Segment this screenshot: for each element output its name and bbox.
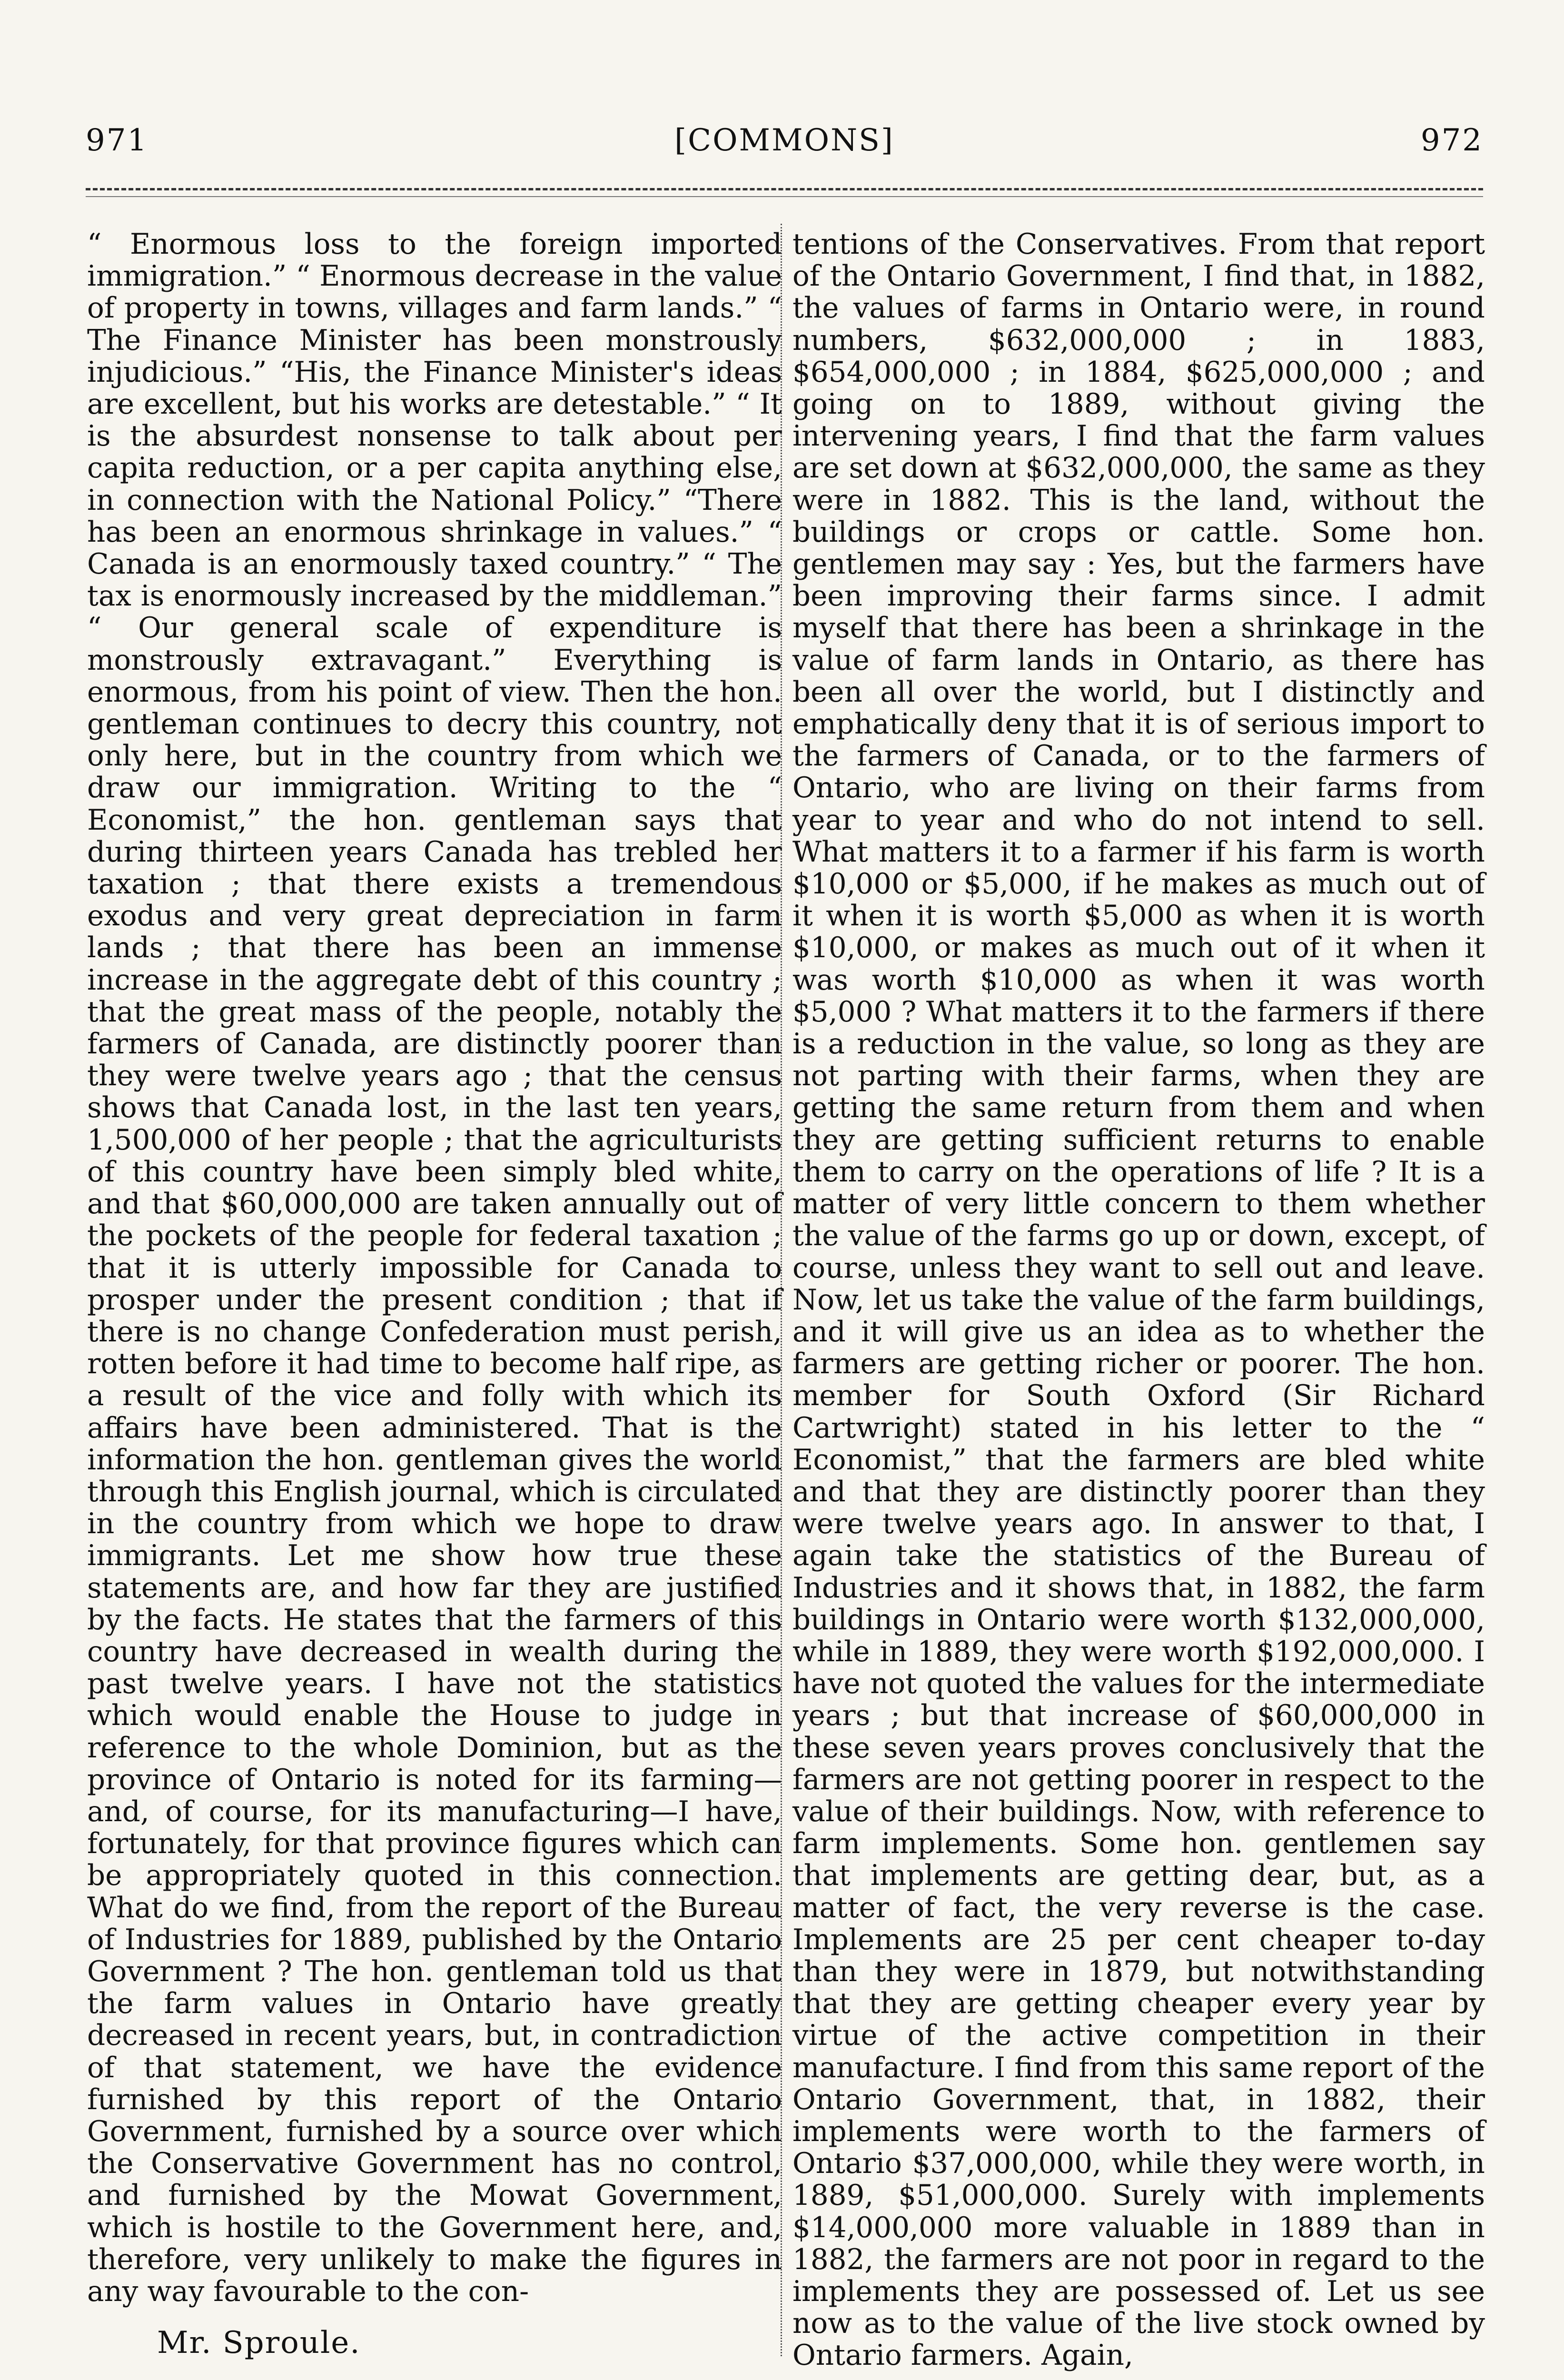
right-column-text: tentions of the Conservatives. From that report of the Ontario Government, I find that, in 1882, the values of farms in Ontario were, in round numbers, $632,000,000 ; in 1883, $654,000,000 ; in 1884, $625,000,000 ; and going on to 1889, without giving the intervening years, I find that the farm values are set down at $632,000,000, the same as they were in 1882. This is the land, without the buildings or crops or cattle. Some hon. gentlemen may say : Yes, but the farmers have been improving their farms since. I admit myself that there has been a shrinkage in the value of farm lands in Ontario, as there has been all over the world, but I distinctly and emphatically deny that it is of serious import to the farmers of Canada, or to the farmers of Ontario, who are living on their farms from year to year and who do not intend to sell. What matters it to a farmer if his farm is worth $10,000 or $5,000, if he makes as much out of it when it is worth $5,000 as when it is worth $10,000, or makes as much out of it when it was worth $10,000 as when it was worth $5,000 ? What matters it to the farmers if there is a reduction in the value, so long as they are not parting with their farms, when they are getting the same return from them and when they are getting sufficient returns to enable them to carry on the operations of life ? It is a matter of very little concern to them whether the value of the farms go up or down, except, of course, unless they want to sell out and leave. Now, let us take the value of the farm buildings, and it will give us an idea as to whether the farmers are getting richer or poorer. The hon. member for South Oxford (Sir Richard Cartwright) stated in his letter to the “ Economist,” that the farmers are bled white and that they are distinctly poorer than they were twelve years ago. In answer to that, I again take the statistics of the Bureau of Industries and it shows that, in 1882, the farm buildings in Ontario were worth $132,000,000, while in 1889, they were worth $192,000,000. I have not quoted the values for the intermediate years ; but that increase of $60,000,000 in these seven years proves conclusively that the farmers are not getting poorer in respect to the value of their buildings. Now, with reference to farm implements. Some hon. gentlemen say that implements are getting dear, but, as a matter of fact, the very reverse is the case. Implements are 25 per cent cheaper to-day than they were in 1879, but notwithstanding that they are getting cheaper every year by virtue of the active competition in their manufacture. I find from this same report of the Ontario Government, that, in 1882, their implements were worth to the farmers of Ontario $37,000,000, while they were worth, in 1889, $51,000,000. Surely with implements $14,000,000 more valuable in 1889 than in 1882, the farmers are not poor in regard to the implements they are possessed of. Let us see now as to the value of the live stock owned by Ontario farmers. Again, <box>792 228 1485 2372</box>
page-header <box>86 121 1483 159</box>
speaker-name: Mr. Sproule. <box>157 2325 361 2360</box>
column-divider <box>781 224 782 2356</box>
page-number-right: 972 <box>1420 123 1483 158</box>
header-title: [COMMONS] <box>674 123 894 158</box>
left-column <box>87 228 782 2313</box>
header-rule-secondary <box>86 196 1483 197</box>
header-rule <box>86 188 1483 190</box>
right-column <box>792 228 1485 2372</box>
left-column-text: “ Enormous loss to the foreign imported immigration.” “ Enormous decrease in the value of property in towns, villages and farm lands.” “ The Finance Minister has been monstrously injudicious.” “His, the Finance Minister's ideas are excellent, but his works are detestable.” “ It is the absurdest nonsense to talk about per capita reduction, or a per capita anything else, in connection with the National Policy.” “There has been an enormous shrinkage in values.” “ Canada is an enormously taxed country.” “ The tax is enormously increased by the middleman.” “ Our general scale of expenditure is monstrously extravagant.” Everything is enormous, from his point of view. Then the hon. gentleman continues to decry this country, not only here, but in the country from which we draw our immigration. Writing to the “ Economist,” the hon. gentleman says that during thirteen years Canada has trebled her taxation ; that there exists a tremendous exodus and very great depreciation in farm lands ; that there has been an immense increase in the aggregate debt of this country ; that the great mass of the people, notably the farmers of Canada, are distinctly poorer than they were twelve years ago ; that the census shows that Canada lost, in the last ten years, 1,500,000 of her people ; that the agriculturists of this country have been simply bled white, and that $60,000,000 are taken annually out of the pockets of the people for federal taxation ; that it is utterly impossible for Canada to prosper under the present condition ; that if there is no change Confederation must perish, rotten before it had time to become half ripe, as a result of the vice and folly with which its affairs have been administered. That is the information the hon. gentleman gives the world through this English journal, which is circulated in the country from which we hope to draw immigrants. Let me show how true these statements are, and how far they are justified by the facts. He states that the farmers of this country have decreased in wealth during the past twelve years. I have not the statistics which would enable the House to judge in reference to the whole Dominion, but as the province of Ontario is noted for its farming—and, of course, for its manufacturing—I have, fortunately, for that province figures which can be appropriately quoted in this connection. What do we find, from the report of the Bureau of Industries for 1889, published by the Ontario Government ? The hon. gentleman told us that the farm values in Ontario have greatly decreased in recent years, but, in contradiction of that statement, we have the evidence furnished by this report of the Ontario Government, furnished by a source over which the Conservative Government has no control, and furnished by the Mowat Government, which is hostile to the Government here, and, therefore, very unlikely to make the figures in any way favourable to the con- <box>87 228 782 2308</box>
page-number-left: 971 <box>86 123 148 158</box>
speaker-footer <box>157 2325 361 2360</box>
